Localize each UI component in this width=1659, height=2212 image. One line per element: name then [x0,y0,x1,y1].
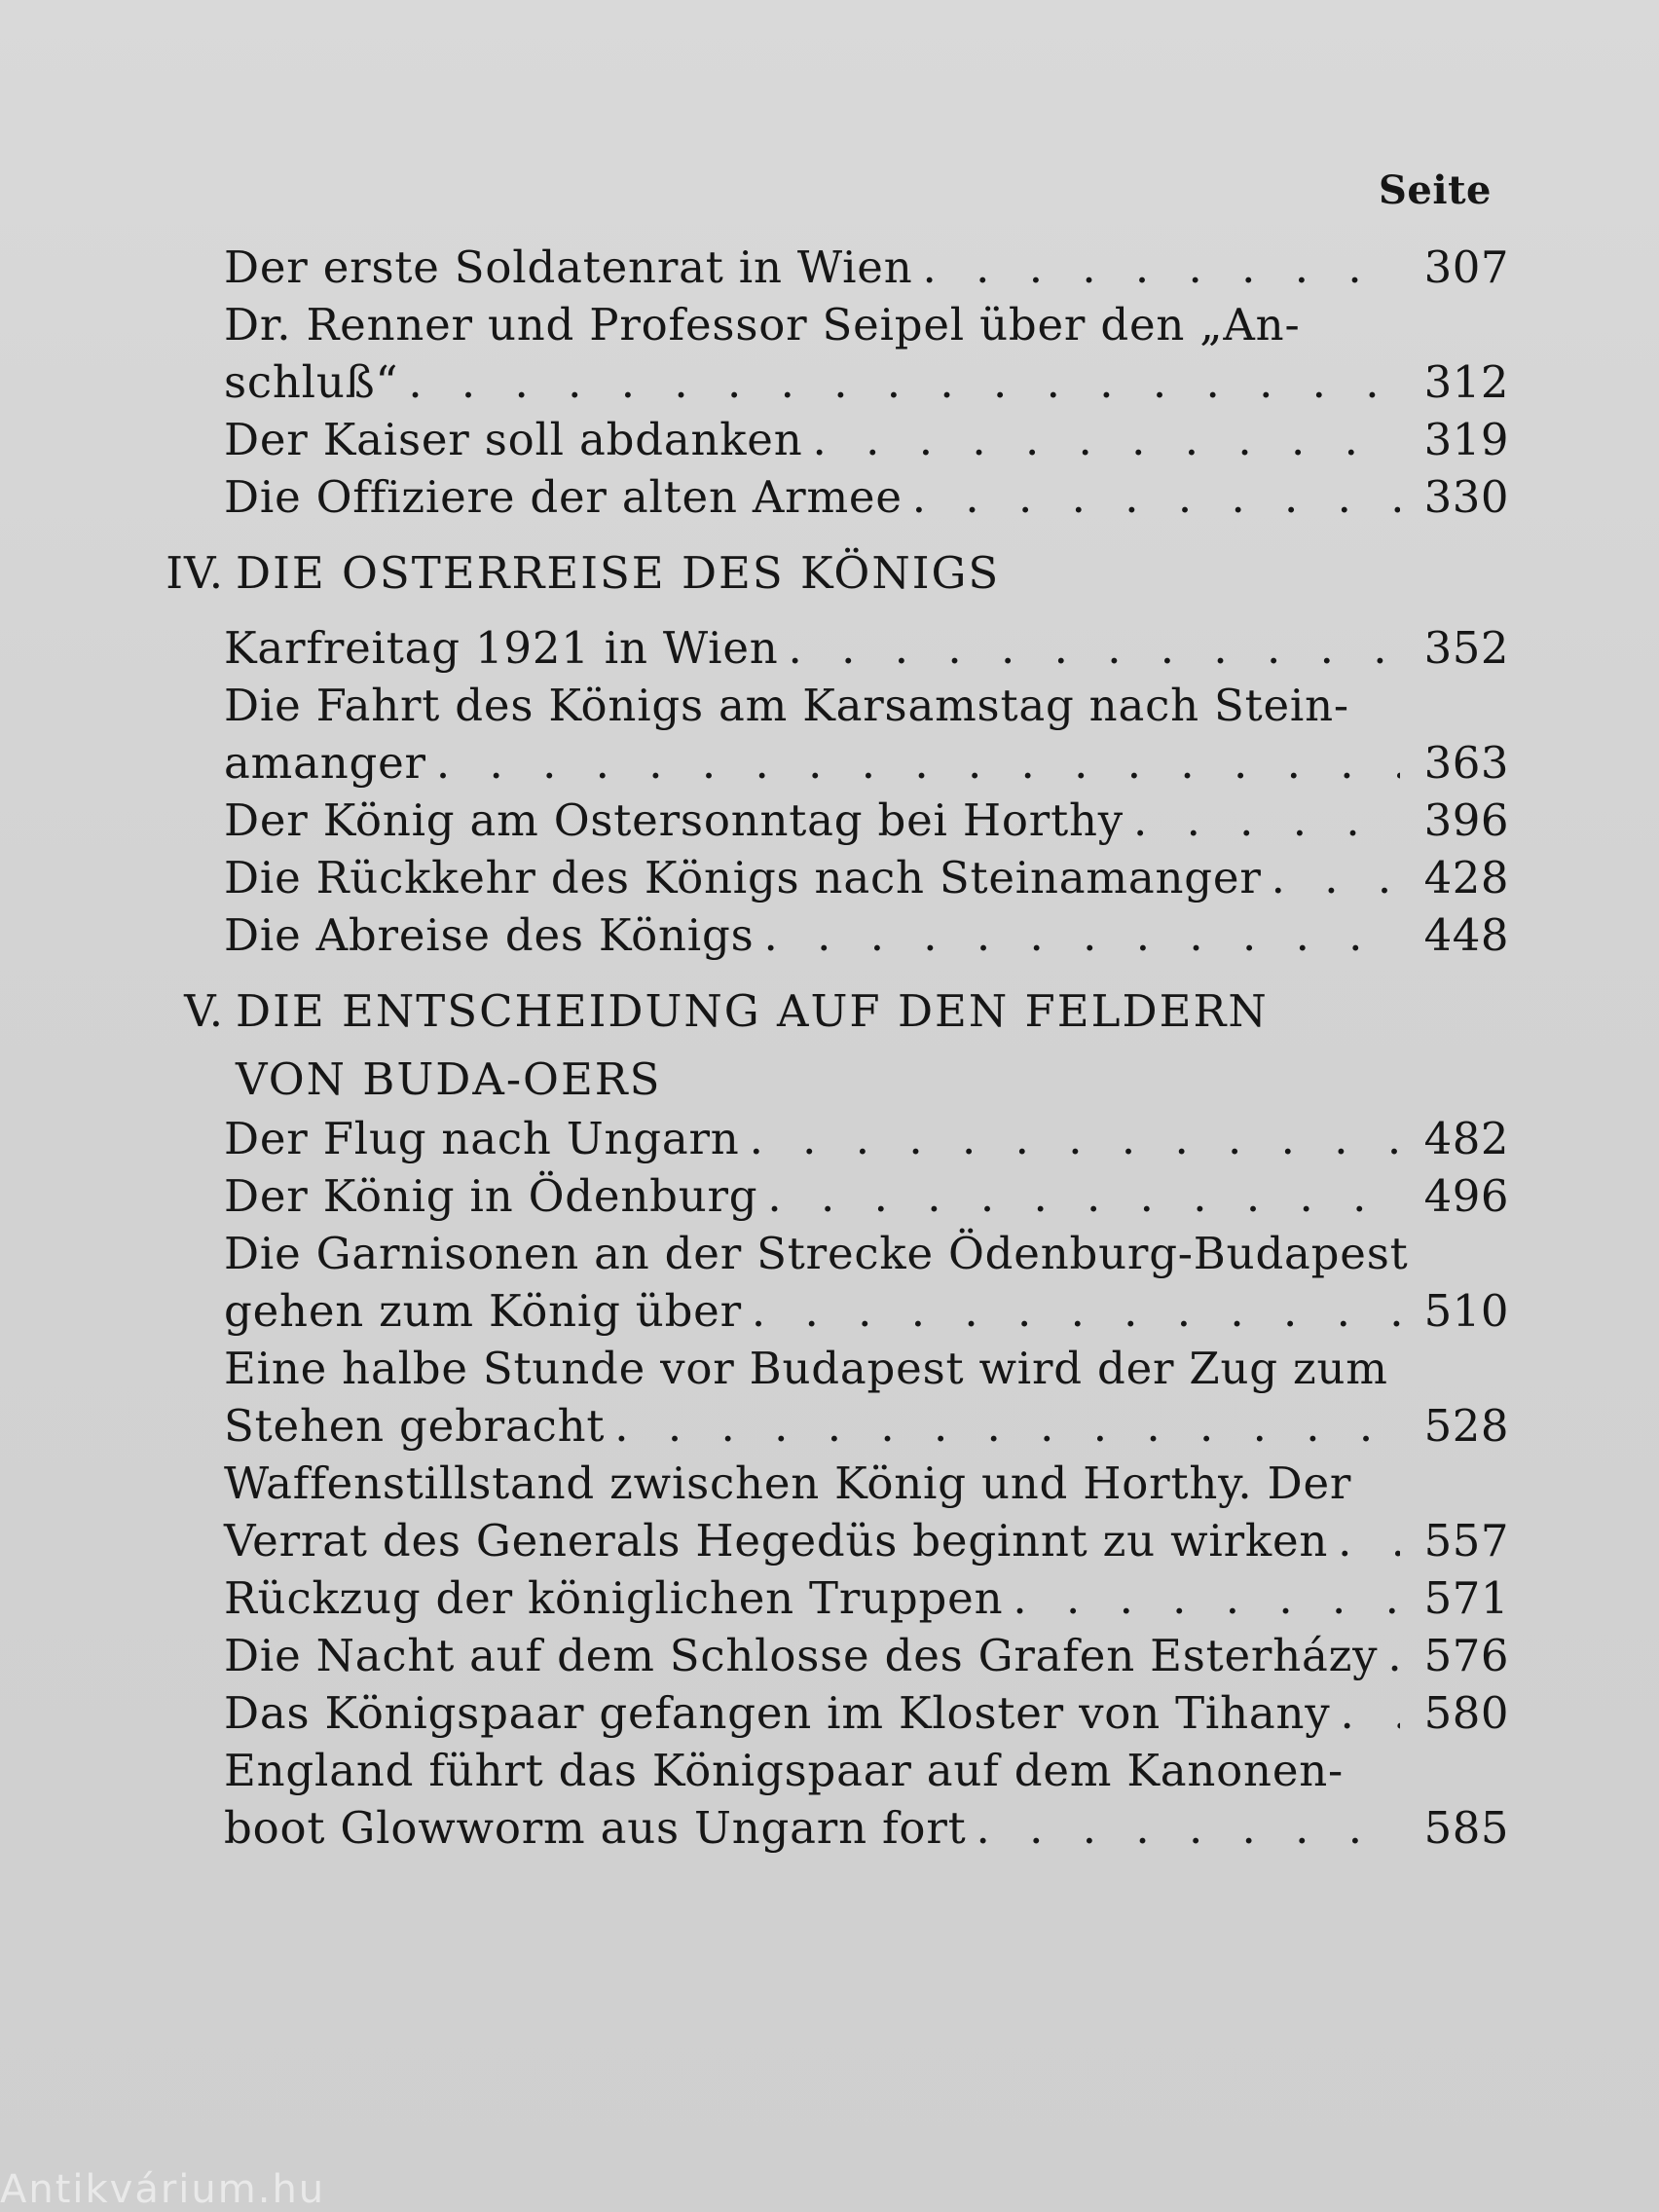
toc-entry-title: England führt das Königspaar auf dem Kanonen- [224,1745,1345,1796]
toc-entry [224,1225,1509,1340]
section-title [236,977,1394,1114]
toc-entry-line [224,849,1509,906]
leader-dots [1133,792,1400,849]
toc-page-number: 363 [1423,737,1509,789]
section-heading-iv [127,539,1509,608]
toc-entry [224,296,1509,411]
leader-dots [923,239,1401,296]
toc-page-number: 510 [1423,1285,1509,1337]
section-title: DIE OSTERREISE DES KÖNIGS [236,547,1001,599]
leader-dots [1013,1569,1400,1627]
toc-entry-title: Die Offiziere der alten Armee [224,471,903,523]
toc-entry-title: Der Flug nach Ungarn [224,1113,740,1164]
toc-entry-line [224,792,1509,849]
leader-dots [1341,1684,1401,1742]
toc-page-number: 396 [1423,794,1509,846]
page-column-header: Seite [1379,167,1492,213]
toc-entry [224,792,1509,849]
toc-page-number: 352 [1423,622,1509,674]
toc-entry-title: Die Garnisonen an der Strecke Ödenburg-Budapest [224,1228,1409,1279]
toc-entry-line [224,1167,1509,1225]
toc-page-number: 557 [1423,1515,1509,1567]
leader-dots [1338,1512,1400,1569]
section-number: V. [184,985,224,1037]
toc-entry [224,1742,1509,1857]
toc-entry [224,1167,1509,1225]
toc-entry-title: Die Fahrt des Königs am Karsamstag nach Stein- [224,680,1349,731]
toc-entry [224,1627,1509,1684]
toc-page-number: 428 [1423,852,1509,903]
toc-page-number: 312 [1423,356,1509,408]
toc-entry-line [224,1282,1509,1340]
entry-group-v [127,1110,1509,1857]
toc-entry-title: Rückzug der königlichen Truppen [224,1572,1004,1624]
toc-page-number: 319 [1423,414,1509,465]
leader-dots [912,468,1400,526]
toc-page-number: 448 [1423,909,1509,961]
toc-entry-title: Die Nacht auf dem Schlosse des Grafen Esterházy [224,1630,1379,1681]
toc-entry-line [224,1225,1509,1282]
toc-entry-title: Eine halbe Stunde vor Budapest wird der Zug zum [224,1343,1388,1394]
leader-dots [436,734,1400,792]
leader-dots [752,1282,1400,1340]
toc-entry-line [224,468,1509,526]
leader-dots [789,619,1400,677]
toc-entry [224,411,1509,468]
toc-page-number: 580 [1423,1687,1509,1739]
toc-entry-line [224,411,1509,468]
toc-entry-line [224,1340,1509,1397]
leader-dots [813,411,1400,468]
section-title-line-2: VON BUDA-OERS [236,1053,662,1105]
toc-entry-title-cont: schluß“ [224,356,399,408]
leader-dots [1272,849,1400,906]
toc-entry-line [224,1512,1509,1569]
toc-page-number: 330 [1423,471,1509,523]
toc-entry-line [224,1799,1509,1857]
toc-entry-line [224,1684,1509,1742]
toc-entry-line [224,353,1509,411]
toc-entry-line [224,677,1509,734]
toc-entry-title-cont: Stehen gebracht [224,1400,606,1452]
toc-entry-line [224,1742,1509,1799]
toc-entry [224,619,1509,677]
table-of-contents [127,239,1509,1857]
toc-entry [224,468,1509,526]
toc-page-number: 571 [1423,1572,1509,1624]
toc-entry-line [224,1455,1509,1512]
section-number: IV. [166,547,224,599]
toc-entry-line [224,1110,1509,1167]
toc-entry-title: Dr. Renner und Professor Seipel über den „An- [224,299,1301,350]
toc-entry-title: Der König am Ostersonntag bei Horthy [224,794,1124,846]
watermark-text: Antikvárium.hu [0,2167,326,2212]
toc-entry [224,906,1509,964]
toc-page-number: 482 [1423,1113,1509,1164]
section-title-line-1: DIE ENTSCHEIDUNG AUF DEN FELDERN [236,985,1269,1037]
leader-dots [767,1167,1400,1225]
leader-dots [750,1110,1400,1167]
toc-entry-title: Die Abreise des Königs [224,909,755,961]
leader-dots [614,1397,1400,1455]
toc-entry-line [224,906,1509,964]
toc-entry-title-cont: Verrat des Generals Hegedüs beginnt zu wirken [224,1515,1329,1567]
entry-group-a [127,239,1509,526]
toc-entry [224,239,1509,296]
toc-page-number: 576 [1423,1630,1509,1681]
toc-page-number: 496 [1423,1170,1509,1222]
toc-entry-title: Der König in Ödenburg [224,1170,758,1222]
toc-page-number: 307 [1423,241,1509,293]
toc-entry-line [224,296,1509,353]
toc-entry [224,1455,1509,1569]
toc-entry-title: Der erste Soldatenrat in Wien [224,241,913,293]
toc-entry-title-cont: amanger [224,737,426,789]
toc-entry-line [224,734,1509,792]
toc-entry [224,677,1509,792]
section-heading-v [127,977,1509,1114]
toc-entry-title: Waffenstillstand zwischen König und Horthy. Der [224,1457,1352,1509]
toc-entry-line [224,1627,1509,1684]
toc-entry-title: Karfreitag 1921 in Wien [224,622,779,674]
toc-page-number: 585 [1423,1802,1509,1854]
entry-group-iv [127,619,1509,964]
toc-entry-line [224,1569,1509,1627]
toc-entry-line [224,619,1509,677]
leader-dots [1387,1627,1400,1684]
toc-entry-title-cont: gehen zum König über [224,1285,742,1337]
toc-entry [224,849,1509,906]
toc-entry-title-cont: boot Glowworm aus Ungarn fort [224,1802,967,1854]
toc-entry-title: Das Königspaar gefangen im Kloster von Tihany [224,1687,1331,1739]
toc-entry-title: Der Kaiser soll abdanken [224,414,803,465]
leader-dots [977,1799,1400,1857]
toc-entry-title: Die Rückkehr des Königs nach Steinamanger [224,852,1262,903]
toc-entry [224,1340,1509,1455]
toc-entry [224,1569,1509,1627]
toc-page-number: 528 [1423,1400,1509,1452]
toc-entry-line [224,1397,1509,1455]
leader-dots [408,353,1400,411]
leader-dots [763,906,1400,964]
toc-entry [224,1110,1509,1167]
toc-entry-line [224,239,1509,296]
toc-entry [224,1684,1509,1742]
